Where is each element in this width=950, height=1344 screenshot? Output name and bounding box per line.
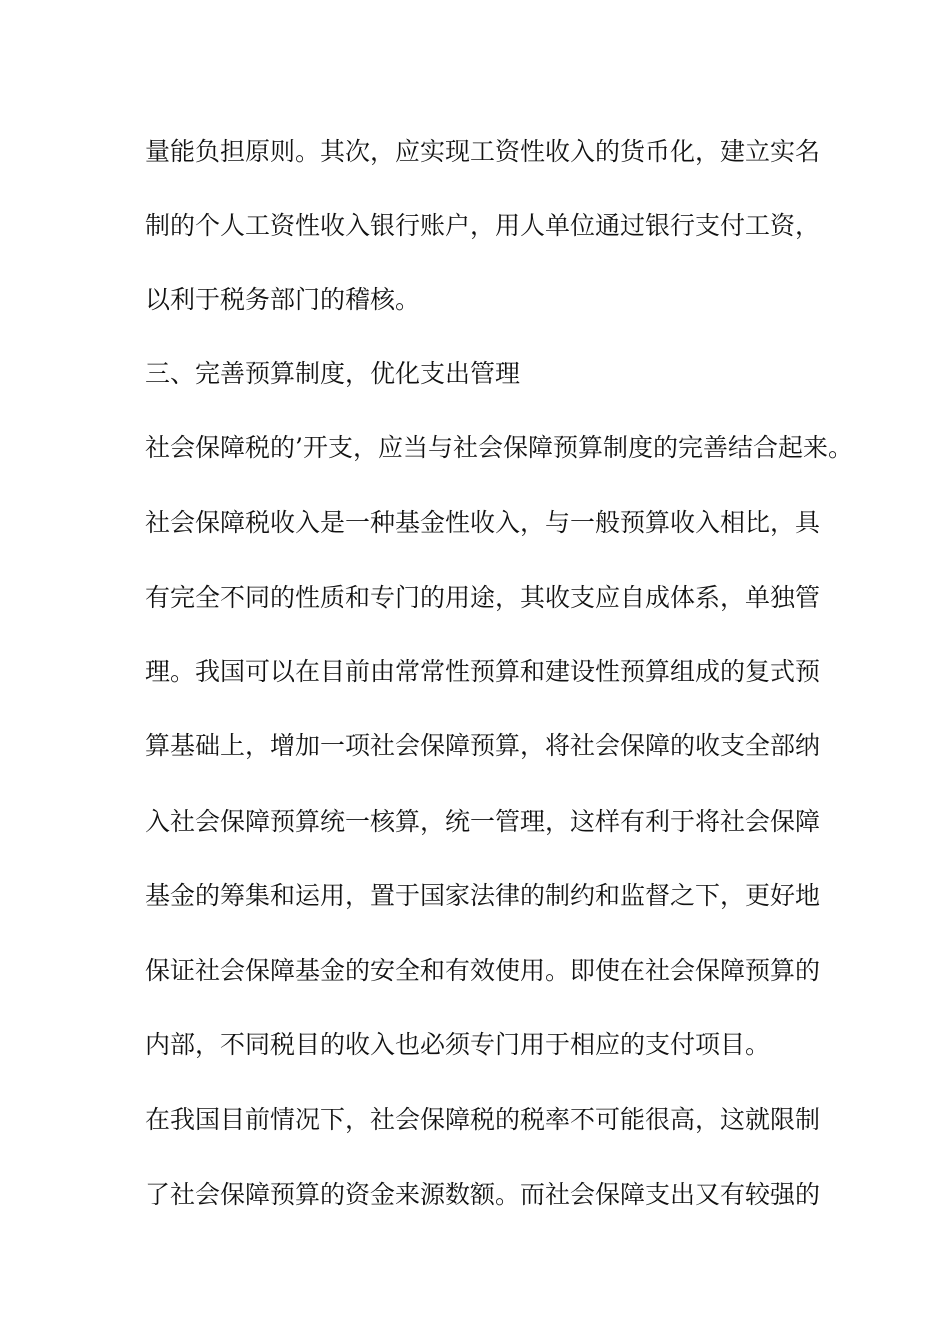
paragraph-line: 基金的筹集和运用，置于国家法律的制约和监督之下，更好地 xyxy=(145,881,821,910)
paragraph-line: 以利于税务部门的稽核。 xyxy=(145,285,421,314)
paragraph-line: 理。我国可以在目前由常常性预算和建设性预算组成的复式预 xyxy=(145,657,821,686)
paragraph-line: 量能负担原则。其次，应实现工资性收入的货币化，建立实名 xyxy=(145,137,821,166)
paragraph-line: 在我国目前情况下，社会保障税的税率不可能很高，这就限制 xyxy=(145,1105,821,1134)
paragraph-line: 社会保障税收入是一种基金性收入，与一般预算收入相比，具 xyxy=(145,508,821,537)
paragraph-line: 算基础上，增加一项社会保障预算，将社会保障的收支全部纳 xyxy=(145,731,821,760)
paragraph-line: 内部，不同税目的收入也必须专门用于相应的支付项目。 xyxy=(145,1030,771,1059)
paragraph-line: 有完全不同的性质和专门的用途，其收支应自成体系，单独管 xyxy=(145,583,821,612)
paragraph-line: 保证社会保障基金的安全和有效使用。即使在社会保障预算的 xyxy=(145,956,821,985)
paragraph-line: 制的个人工资性收入银行账户，用人单位通过银行支付工资， xyxy=(145,211,821,240)
section-heading: 三、完善预算制度，优化支出管理 xyxy=(145,359,521,388)
paragraph-line: 入社会保障预算统一核算，统一管理，这样有利于将社会保障 xyxy=(145,807,821,836)
paragraph-line: 了社会保障预算的资金来源数额。而社会保障支出又有较强的 xyxy=(145,1180,821,1209)
paragraph-line: 社会保障税的’开支，应当与社会保障预算制度的完善结合起来。 xyxy=(145,433,853,462)
